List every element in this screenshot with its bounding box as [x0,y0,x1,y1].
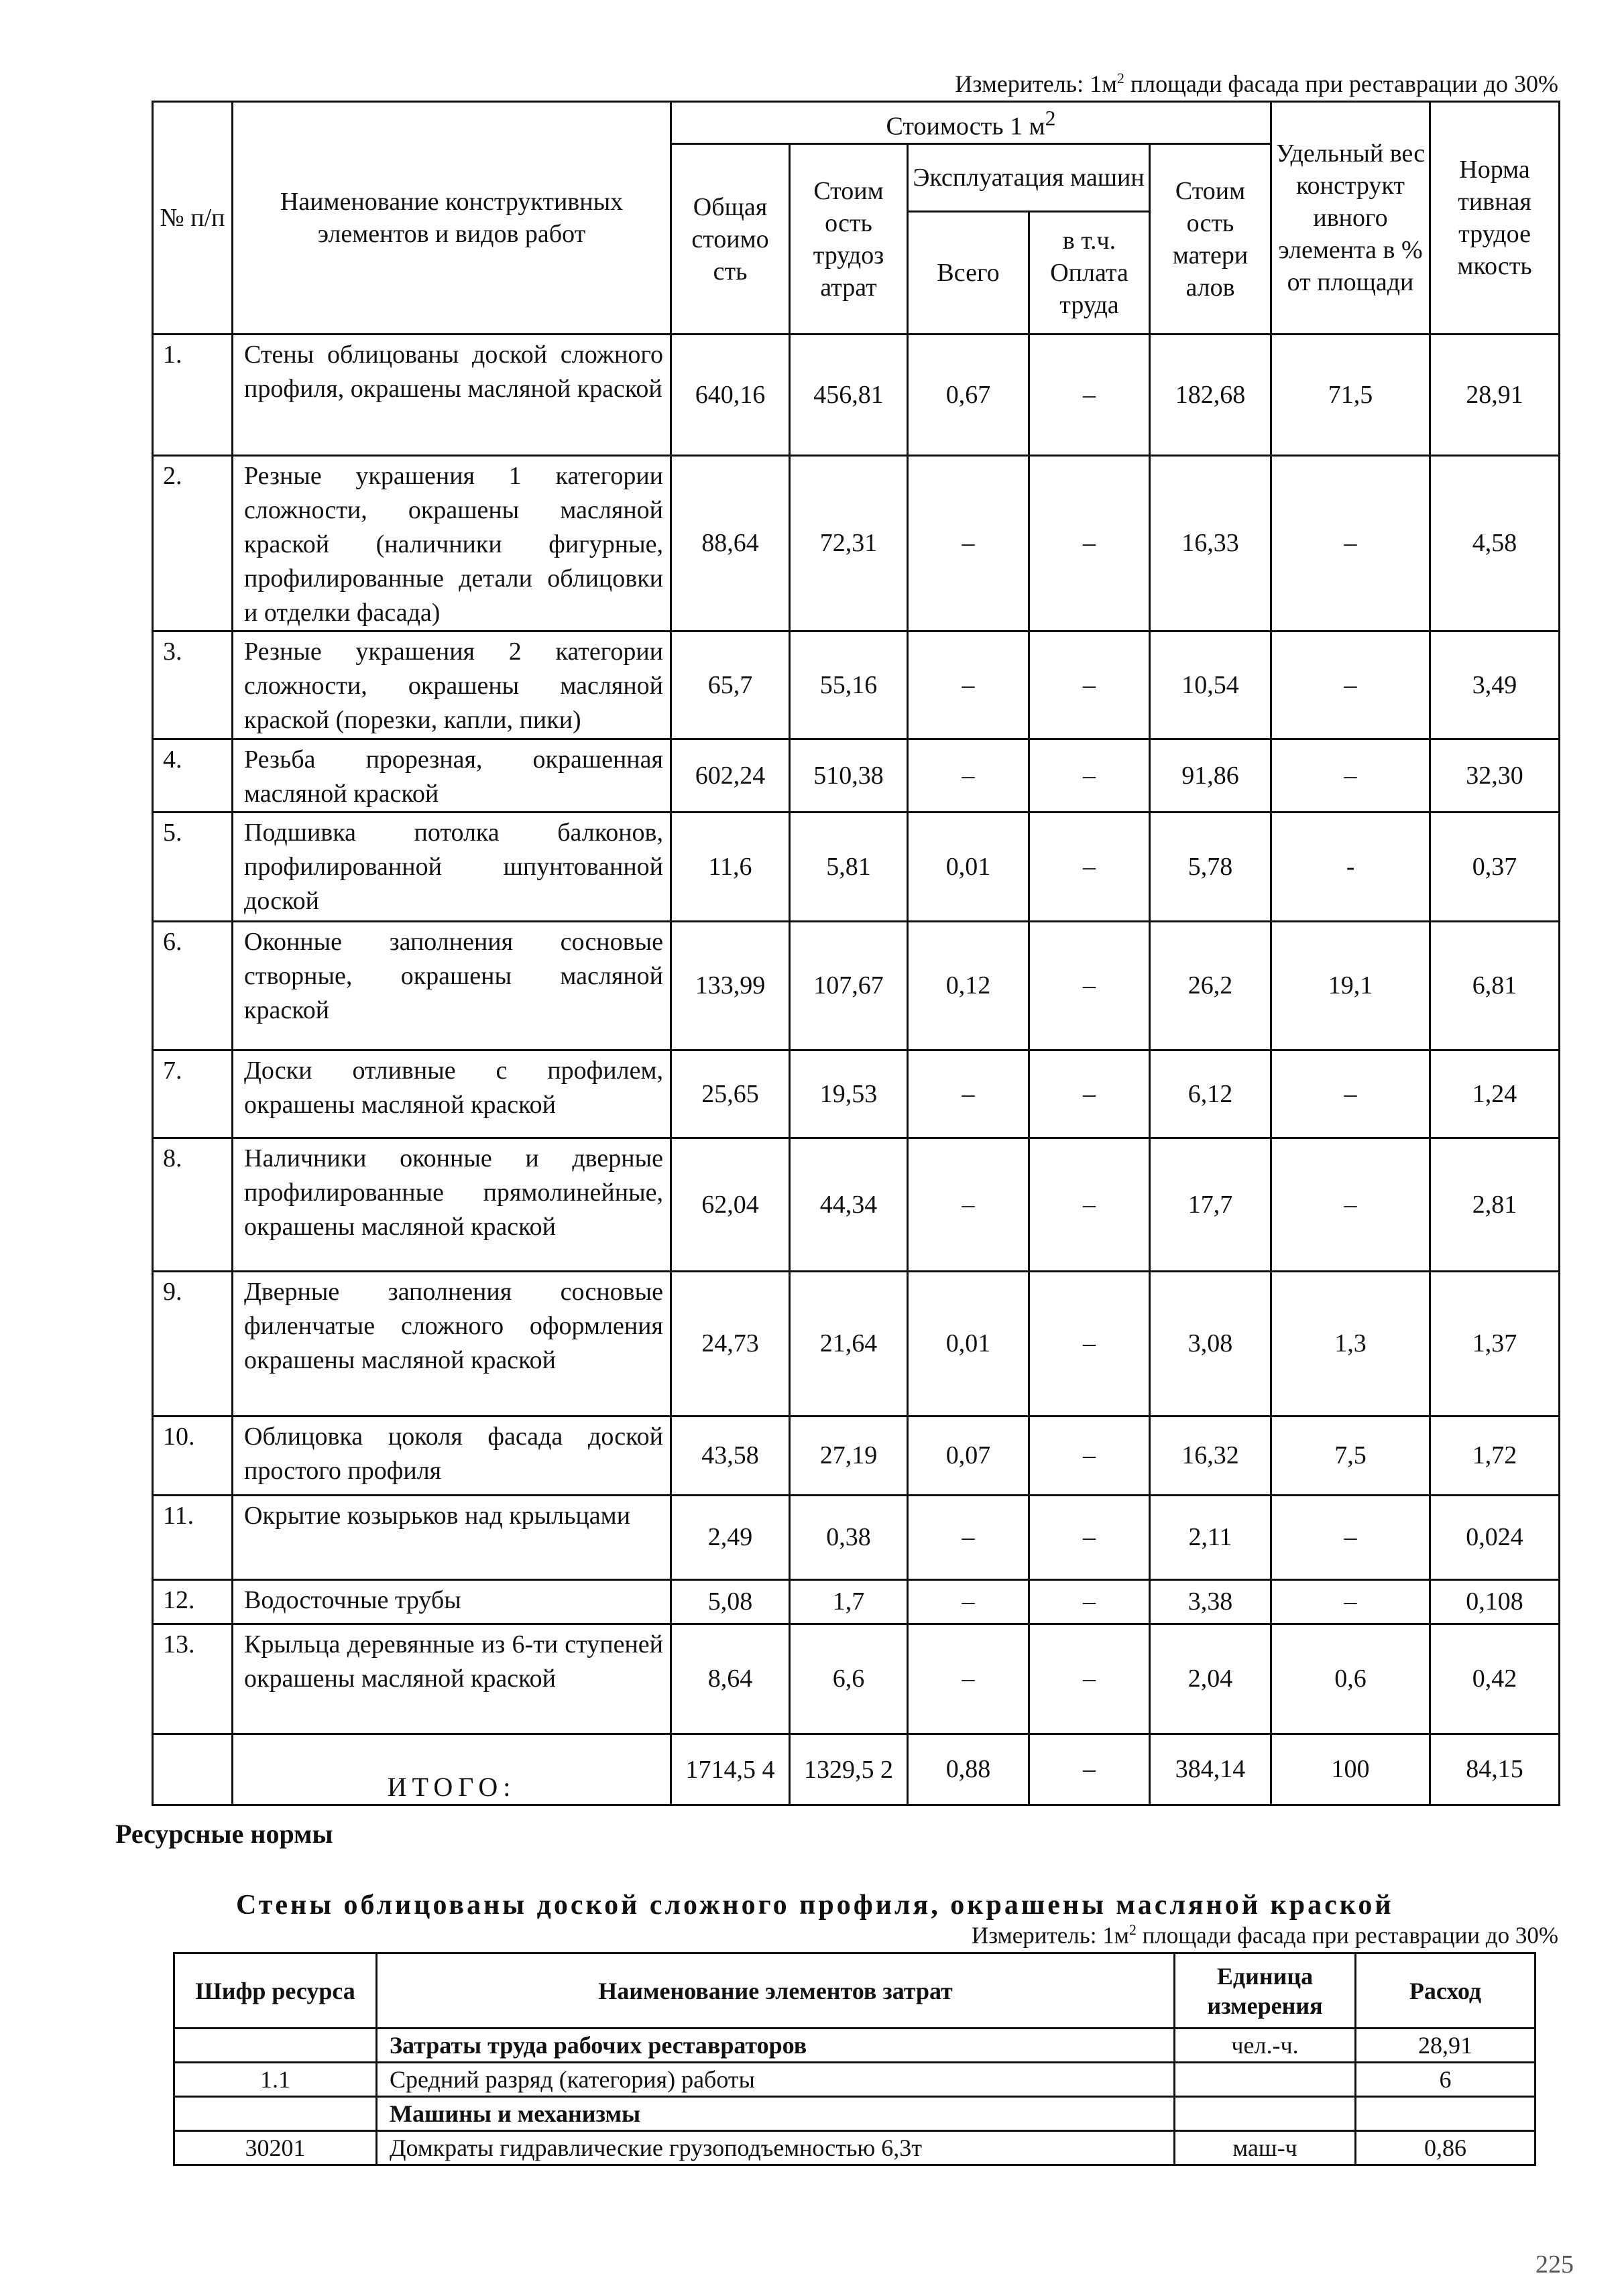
row-mat: 17,7 [1150,1138,1271,1272]
row-name: Подшивка потолка балконов, профилированной шпунтованной доской [233,812,671,922]
row-mat: 2,11 [1150,1496,1271,1580]
row-wage: – [1029,812,1150,922]
table-row [153,1272,1560,1416]
row-weight: – [1271,631,1430,739]
header-total: Общая стоимо сть [671,144,790,335]
main-table-measure: Измеритель: $1м^2$ площади фасада при реставрации до 30% [955,70,1558,97]
row-norm: 1,72 [1430,1416,1560,1496]
row-labor: 456,81 [790,335,908,456]
res-header-name: Наименование элементов затрат [377,1953,1175,2029]
row-weight: – [1271,1580,1430,1624]
row-labor: 0,38 [790,1496,908,1580]
table-row [153,1050,1560,1138]
table-row [174,2029,1535,2063]
row-mat: 91,86 [1150,739,1271,812]
total-total: 1714,5 4 [671,1734,790,1805]
row-labor: 107,67 [790,922,908,1050]
row-mat: 16,32 [1150,1416,1271,1496]
row-name: Наличники оконные и дверные профилированные прямолинейные, окрашены масляной краской [233,1138,671,1272]
header-num: № п/п [153,102,233,335]
row-total: 65,7 [671,631,790,739]
res-header-amount: Расход [1356,1953,1535,2029]
total-mach: 0,88 [908,1734,1029,1805]
row-mach: – [908,1496,1029,1580]
row-weight: – [1271,456,1430,631]
row-norm: 6,81 [1430,922,1560,1050]
resources-subtitle: Стены облицованы доской сложного профиля, окрашены масляной краской [236,1890,1394,1921]
row-norm: 1,24 [1430,1050,1560,1138]
row-norm: 0,42 [1430,1624,1560,1734]
table-row [153,1496,1560,1580]
res-unit [1175,2097,1356,2131]
row-wage: – [1029,1272,1150,1416]
row-wage: – [1029,1624,1150,1734]
table-row [153,456,1560,631]
row-weight: 1,3 [1271,1272,1430,1416]
row-name: Водосточные трубы [233,1580,671,1624]
res-amount: 6 [1356,2063,1535,2097]
main-cost-table [152,101,1560,1806]
res-code [174,2029,377,2063]
row-wage: – [1029,1050,1150,1138]
total-norm: 84,15 [1430,1734,1560,1805]
table-row [153,739,1560,812]
row-total: 11,6 [671,812,790,922]
row-mach: – [908,1580,1029,1624]
header-machines-all: Всего [908,212,1029,335]
res-name: Домкраты гидравлические грузоподъемностью 6,3т [377,2131,1175,2165]
row-total: 88,64 [671,456,790,631]
header-weight: Удельный вес конструкт ивного элемента в % от площади [1271,102,1430,335]
row-num: 4. [153,739,233,812]
res-unit: чел.-ч. [1175,2029,1356,2063]
table-row [153,1138,1560,1272]
row-weight: – [1271,1050,1430,1138]
row-norm: 4,58 [1430,456,1560,631]
row-norm: 32,30 [1430,739,1560,812]
res-name: Средний разряд (категория) работы [377,2063,1175,2097]
table-row [153,922,1560,1050]
row-name: Облицовка цоколя фасада доской простого профиля [233,1416,671,1496]
row-weight: 71,5 [1271,335,1430,456]
table-row [153,812,1560,922]
table-row [153,335,1560,456]
row-weight: – [1271,1496,1430,1580]
resources-table [173,1952,1536,2166]
row-name: Окрытие козырьков над крыльцами [233,1496,671,1580]
row-wage: – [1029,335,1150,456]
row-mach: 0,67 [908,335,1029,456]
row-mach: – [908,1050,1029,1138]
row-total: 602,24 [671,739,790,812]
row-num: 10. [153,1416,233,1496]
total-row [153,1734,1560,1805]
row-name: Доски отливные с профилем, окрашены масляной краской [233,1050,671,1138]
row-name: Резные украшения 2 категории сложности, окрашены масляной краской (порезки, капли, пики) [233,631,671,739]
row-num: 6. [153,922,233,1050]
row-weight: – [1271,1138,1430,1272]
res-code: 1.1 [174,2063,377,2097]
row-mat: 3,08 [1150,1272,1271,1416]
row-mach: – [908,1138,1029,1272]
row-norm: 3,49 [1430,631,1560,739]
row-total: 640,16 [671,335,790,456]
row-labor: 55,16 [790,631,908,739]
row-wage: – [1029,631,1150,739]
row-norm: 28,91 [1430,335,1560,456]
row-total: 62,04 [671,1138,790,1272]
res-code [174,2097,377,2131]
row-name: Резные украшения 1 категории сложности, окрашены масляной краской (наличники фигурные, профилированные детали облицовки и отделки фасада) [233,456,671,631]
row-num: 8. [153,1138,233,1272]
row-num: 2. [153,456,233,631]
row-name: Стены облицованы доской сложного профиля, окрашены масляной краской [233,335,671,456]
table-row [153,1624,1560,1734]
row-name: Крыльца деревянные из 6-ти ступеней окрашены масляной краской [233,1624,671,1734]
header-materials: Стоим ость матери алов [1150,144,1271,335]
total-mat: 384,14 [1150,1734,1271,1805]
row-mach: 0,01 [908,1272,1029,1416]
row-mach: 0,07 [908,1416,1029,1496]
header-norm: Норма тивная трудое мкость [1430,102,1560,335]
row-mach: – [908,1624,1029,1734]
row-mach: – [908,456,1029,631]
table-row [153,1580,1560,1624]
row-num: 11. [153,1496,233,1580]
row-mat: 3,38 [1150,1580,1271,1624]
header-labor: Стоим ость трудоз атрат [790,144,908,335]
table-row [174,2131,1535,2165]
row-weight: – [1271,739,1430,812]
row-mat: 10,54 [1150,631,1271,739]
row-norm: 1,37 [1430,1272,1560,1416]
row-num: 1. [153,335,233,456]
row-mat: 182,68 [1150,335,1271,456]
row-labor: 6,6 [790,1624,908,1734]
row-wage: – [1029,1580,1150,1624]
row-total: 5,08 [671,1580,790,1624]
row-mat: 6,12 [1150,1050,1271,1138]
row-wage: – [1029,922,1150,1050]
resources-measure: Измеритель: $1м^2$ площади фасада при реставрации до 30% [971,1921,1558,1949]
row-total: 8,64 [671,1624,790,1734]
res-header-unit: Единица измерения [1175,1953,1356,2029]
row-total: 24,73 [671,1272,790,1416]
row-mach: 0,01 [908,812,1029,922]
row-name: Резьба прорезная, окрашенная масляной краской [233,739,671,812]
row-mat: 16,33 [1150,456,1271,631]
row-norm: 0,024 [1430,1496,1560,1580]
row-name: Дверные заполнения сосновые филенчатые сложного оформления окрашены масляной краской [233,1272,671,1416]
res-header-code: Шифр ресурса [174,1953,377,2029]
total-weight: 100 [1271,1734,1430,1805]
res-amount: 28,91 [1356,2029,1535,2063]
row-labor: 44,34 [790,1138,908,1272]
header-machines-wage: в т.ч. Оплата труда [1029,212,1150,335]
row-labor: 21,64 [790,1272,908,1416]
row-weight: 7,5 [1271,1416,1430,1496]
res-name: Машины и механизмы [377,2097,1175,2131]
total-wage: – [1029,1734,1150,1805]
page-number: 225 [1535,2250,1574,2279]
row-wage: – [1029,1416,1150,1496]
row-wage: – [1029,1496,1150,1580]
table-row [174,2063,1535,2097]
row-weight: - [1271,812,1430,922]
row-weight: 19,1 [1271,922,1430,1050]
row-num: 13. [153,1624,233,1734]
row-labor: 27,19 [790,1416,908,1496]
row-mach: – [908,631,1029,739]
row-norm: 2,81 [1430,1138,1560,1272]
row-mach: – [908,739,1029,812]
resources-section-title: Ресурсные нормы [115,1819,333,1849]
table-row [174,2097,1535,2131]
row-labor: 1,7 [790,1580,908,1624]
res-unit: маш-ч [1175,2131,1356,2165]
row-norm: 0,108 [1430,1580,1560,1624]
row-total: 133,99 [671,922,790,1050]
total-labor: 1329,5 2 [790,1734,908,1805]
row-num: 12. [153,1580,233,1624]
table-row [153,631,1560,739]
row-num: 3. [153,631,233,739]
row-num: 5. [153,812,233,922]
res-unit [1175,2063,1356,2097]
row-name: Оконные заполнения сосновые створные, окрашены масляной краской [233,922,671,1050]
row-labor: 19,53 [790,1050,908,1138]
row-wage: – [1029,739,1150,812]
table-row [153,1416,1560,1496]
res-amount [1356,2097,1535,2131]
row-labor: 5,81 [790,812,908,922]
row-mat: 26,2 [1150,922,1271,1050]
header-machines: Эксплуатация машин [908,144,1150,212]
row-weight: 0,6 [1271,1624,1430,1734]
row-labor: 510,38 [790,739,908,812]
row-mach: 0,12 [908,922,1029,1050]
row-total: 43,58 [671,1416,790,1496]
row-labor: 72,31 [790,456,908,631]
row-total: 25,65 [671,1050,790,1138]
header-cost-group: Стоимость 1 $м^2$ [671,102,1271,144]
total-label: ИТОГО: [233,1734,671,1805]
res-amount: 0,86 [1356,2131,1535,2165]
res-name: Затраты труда рабочих реставраторов [377,2029,1175,2063]
row-wage: – [1029,1138,1150,1272]
row-mat: 5,78 [1150,812,1271,922]
row-mat: 2,04 [1150,1624,1271,1734]
row-num: 9. [153,1272,233,1416]
res-code: 30201 [174,2131,377,2165]
row-num: 7. [153,1050,233,1138]
row-total: 2,49 [671,1496,790,1580]
row-wage: – [1029,456,1150,631]
header-name: Наименование конструктивных элементов и видов работ [233,102,671,335]
row-norm: 0,37 [1430,812,1560,922]
